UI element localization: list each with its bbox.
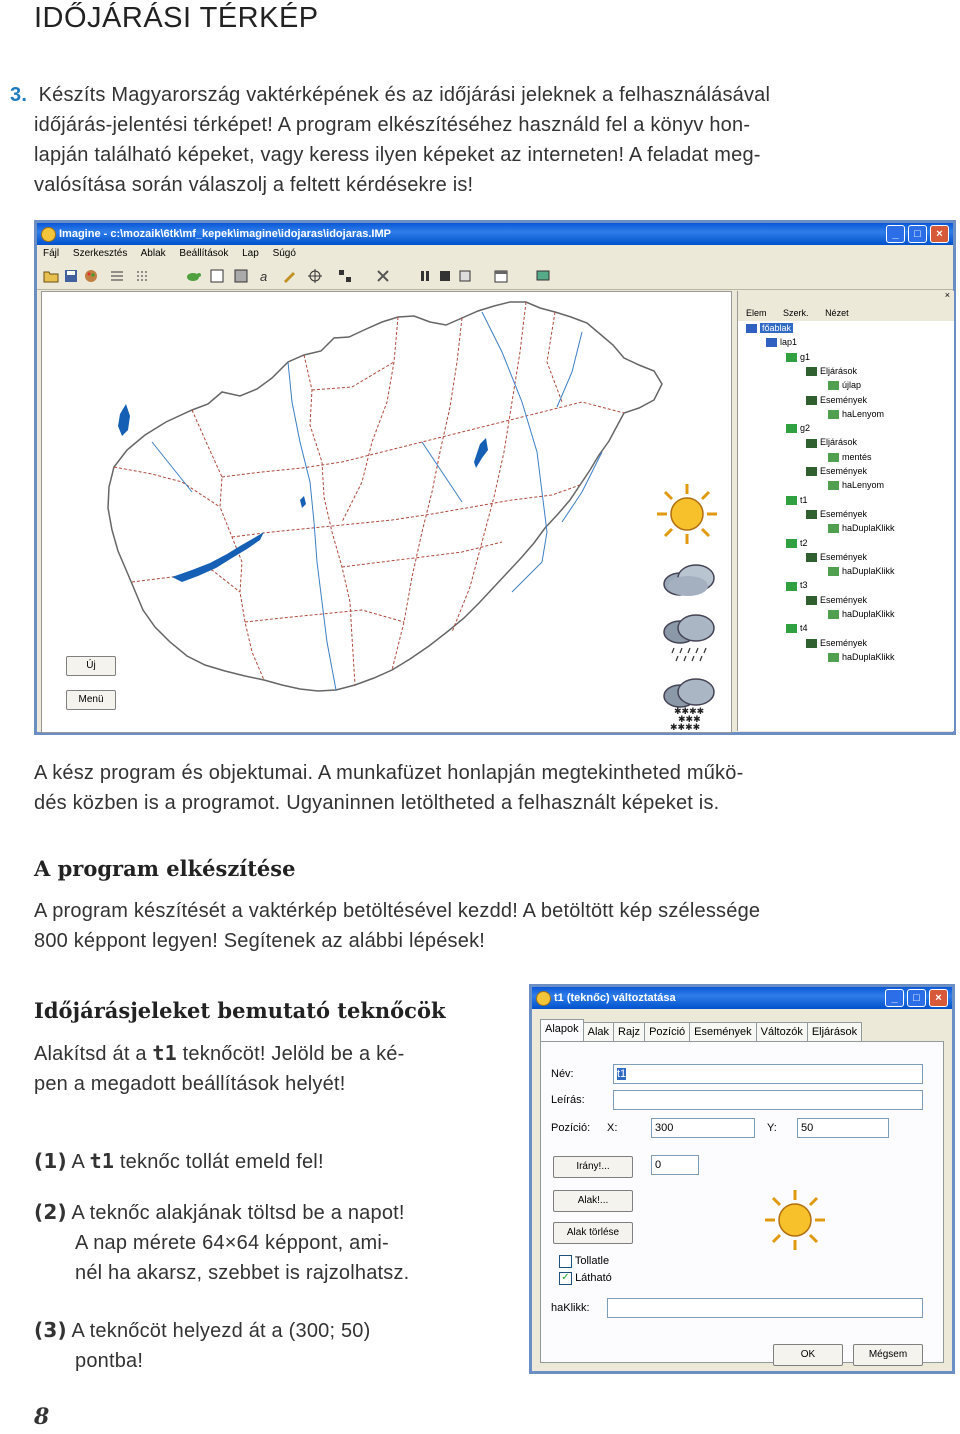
y-label: Y: — [767, 1122, 777, 1134]
delete-shape-button[interactable]: Alak törlése — [553, 1222, 633, 1244]
tree-node-icon — [806, 639, 817, 648]
svg-text:✱✱✱✱: ✱✱✱✱ — [674, 707, 705, 717]
cancel-button[interactable]: Mégsem — [853, 1344, 923, 1366]
tree-item-label: Események — [820, 466, 868, 476]
svg-text:✱✱✱: ✱✱✱ — [678, 715, 701, 725]
tree-node-icon — [828, 653, 839, 662]
tree-item[interactable] — [828, 452, 872, 462]
visible-label: Látható — [575, 1272, 612, 1284]
imagine-menubar — [37, 245, 953, 263]
snow-cloud-icon — [660, 676, 718, 732]
tree-node-icon — [828, 481, 839, 490]
double-click-label: haKlikk: — [551, 1302, 590, 1314]
pen-icon[interactable] — [281, 268, 297, 284]
x-field[interactable]: 300 — [651, 1118, 755, 1138]
tree-item[interactable] — [806, 437, 857, 447]
tree-item-label: t3 — [800, 580, 808, 591]
tree-item-label: haDuplaKlikk — [842, 566, 895, 577]
tree-item[interactable] — [806, 509, 867, 519]
tree-item[interactable] — [828, 480, 884, 490]
step-line: nél ha akarsz, szebbet is rajzolhatsz. — [75, 1262, 410, 1284]
new-button[interactable]: Új — [66, 656, 116, 676]
tree-node-icon — [806, 510, 817, 519]
tab-valtozok[interactable]: Változók — [756, 1022, 808, 1042]
paint-icon[interactable] — [83, 268, 99, 284]
task-line: valósítása során válaszolj a feltett kérdésekre is! — [34, 174, 474, 196]
panel-menubar — [738, 305, 954, 321]
grid-icon[interactable] — [109, 268, 125, 284]
tree-item-label: főablak — [762, 323, 792, 333]
network-icon[interactable] — [337, 268, 353, 284]
caption-line: A kész program és objektumai. A munkafüzet honlapján megtekintheted műkö- — [34, 762, 744, 784]
tree-item[interactable] — [766, 337, 797, 347]
tree-item[interactable] — [806, 366, 857, 376]
section-title: A program elkészítése — [34, 856, 296, 881]
ok-button[interactable]: OK — [773, 1344, 843, 1366]
tree-item[interactable] — [746, 323, 793, 333]
checkbox-box — [559, 1255, 572, 1268]
tree-item[interactable] — [786, 423, 810, 433]
tree-node-icon — [786, 496, 797, 505]
tree-node-icon — [786, 424, 797, 433]
tree-node-icon — [828, 410, 839, 419]
tree-item-label: Események — [820, 394, 868, 405]
svg-text:a: a — [260, 269, 268, 284]
text-fragment: teknőcöt! Jelöld be a ké- — [176, 1043, 405, 1065]
position-label: Pozíció: — [551, 1122, 591, 1134]
maximize-button[interactable]: □ — [908, 225, 927, 243]
text-fragment: A — [71, 1151, 90, 1173]
caption-line: dés közben is a programot. Ugyaninnen letöltheted a felhasznált képeket is. — [34, 792, 720, 814]
panel-menu-item[interactable]: Nézet — [825, 308, 849, 318]
grey-box-icon[interactable] — [233, 268, 249, 284]
step-3 — [34, 1315, 504, 1376]
tree-node-icon — [828, 567, 839, 576]
tree-node-icon — [786, 353, 797, 362]
tab-pozicio[interactable]: Pozíció — [644, 1022, 690, 1042]
imagine-toolbar — [37, 263, 953, 290]
heading-button[interactable]: Irány!... — [553, 1156, 633, 1178]
screen-icon[interactable] — [535, 268, 551, 284]
object-panel — [737, 291, 954, 731]
turtle-dialog — [529, 984, 955, 1374]
step-line: pontba! — [75, 1350, 144, 1372]
tree-item[interactable] — [828, 523, 895, 533]
pen-up-checkbox[interactable] — [559, 1254, 609, 1268]
menu-settings[interactable]: Beállítások — [179, 248, 229, 259]
menu-page[interactable]: Lap — [242, 248, 259, 259]
tree-item[interactable] — [786, 495, 808, 505]
cloud-icon — [660, 556, 718, 600]
section-paragraph — [34, 896, 959, 956]
shape-button[interactable]: Alak!... — [553, 1190, 633, 1212]
tree-item-label: g2 — [800, 423, 811, 434]
tab-alak[interactable]: Alak — [583, 1022, 614, 1042]
name-field[interactable] — [613, 1064, 923, 1084]
step-line: A teknőcöt helyezd át a (300; 50) — [71, 1320, 371, 1342]
tree-item[interactable] — [828, 609, 895, 619]
tree-node-icon — [786, 624, 797, 633]
tree-node-icon — [786, 582, 797, 591]
tree-item-label: t2 — [800, 537, 808, 548]
panel-menu-item[interactable]: Szerk. — [783, 308, 809, 318]
tree-node-icon — [806, 396, 817, 405]
panel-menu-item[interactable]: Elem — [746, 308, 767, 318]
tree-item-label: haDuplaKlikk — [842, 523, 895, 534]
task-paragraph — [10, 80, 955, 200]
text-line: pen a megadott beállítások helyét! — [34, 1073, 346, 1095]
close-button[interactable]: × — [930, 225, 949, 243]
stop-icon[interactable] — [437, 268, 453, 284]
y-field[interactable]: 50 — [797, 1118, 889, 1138]
tree-item-label: haDuplaKlikk — [842, 609, 895, 619]
close-button[interactable]: × — [929, 989, 948, 1007]
save-icon[interactable] — [63, 268, 79, 284]
tree-item[interactable] — [828, 566, 895, 576]
visible-checkbox[interactable] — [559, 1271, 612, 1285]
tree-item-label: haLenyom — [842, 480, 885, 491]
tree-item-label: Eljárások — [820, 365, 858, 376]
text-tool-icon[interactable] — [257, 268, 273, 284]
tree-item-label: haDuplaKlikk — [842, 651, 895, 662]
tree-node-icon — [828, 381, 839, 390]
tree-item-label: Események — [820, 551, 868, 562]
tree-item-label: Események — [820, 508, 868, 519]
tree-node-icon — [806, 467, 817, 476]
step-line: A teknőc alakjának töltsd be a napot! — [71, 1202, 405, 1224]
step-icon[interactable] — [457, 268, 473, 284]
menu-button[interactable]: Menü — [66, 690, 116, 710]
tree-item[interactable] — [806, 466, 867, 476]
tree-item[interactable] — [828, 409, 884, 419]
step-line: A nap mérete 64×64 képpont, ami- — [75, 1232, 389, 1254]
section-line: 800 képpont legyen! Segítenek az alábbi lépések! — [34, 930, 486, 952]
dialog-app-icon — [536, 991, 551, 1006]
panel-close-icon[interactable]: × — [944, 290, 950, 300]
sun-icon — [655, 482, 719, 546]
dialog-tabs — [540, 1019, 944, 1041]
description-field[interactable] — [613, 1090, 923, 1110]
tree-node-icon — [828, 610, 839, 619]
svg-text:✱✱✱✱: ✱✱✱✱ — [670, 723, 701, 732]
task-line: időjárás-jelentési térképet! A program elkészítéséhez használd fel a könyv hon- — [34, 114, 751, 136]
subsection-paragraph — [34, 1038, 504, 1099]
panel-header — [738, 291, 954, 305]
caption — [34, 758, 959, 818]
minimize-button[interactable]: _ — [886, 225, 905, 243]
maximize-button[interactable]: □ — [907, 989, 926, 1007]
tab-alapok[interactable]: Alapok — [540, 1019, 584, 1042]
tree-item[interactable] — [806, 595, 867, 605]
name-value: t1 — [617, 1068, 627, 1080]
text-fragment: Alakítsd át a — [34, 1043, 153, 1065]
tree-node-icon — [806, 596, 817, 605]
tree-item[interactable] — [806, 552, 867, 562]
tab-rajz[interactable]: Rajz — [613, 1022, 645, 1042]
task-line: Készíts Magyarország vaktérképének és az időjárási jeleknek a felhasználásával — [38, 84, 771, 106]
open-folder-icon[interactable] — [43, 268, 59, 284]
hungary-map — [42, 292, 731, 732]
tree-item[interactable] — [806, 638, 867, 648]
turtle-icon[interactable] — [185, 268, 201, 284]
dialog-titlebar — [532, 987, 952, 1009]
crosshair-icon[interactable] — [307, 268, 323, 284]
tree-item-label: haLenyom — [842, 408, 885, 419]
tree-node-icon — [806, 553, 817, 562]
description-label: Leírás: — [551, 1094, 585, 1106]
tree-node-icon — [828, 453, 839, 462]
tree-item[interactable] — [786, 623, 808, 633]
tree-item-label: g1 — [800, 351, 811, 362]
tree-item-label: Eljárások — [820, 437, 858, 448]
tree-item-label: t1 — [800, 494, 808, 505]
tree-item[interactable] — [828, 652, 895, 662]
pen-up-label: Tollatle — [574, 1255, 610, 1267]
task-line: lapján található képeket, vagy keress ilyen képeket az interneten! A feladat meg- — [34, 144, 761, 166]
heading-field[interactable]: 0 — [651, 1155, 699, 1175]
tree-item[interactable] — [786, 352, 810, 362]
tab-eljarasok[interactable]: Eljárások — [807, 1022, 862, 1042]
step-1 — [34, 1146, 504, 1177]
code-t1: t1 — [152, 1041, 177, 1065]
tree-node-icon — [806, 439, 817, 448]
name-label: Név: — [551, 1068, 574, 1080]
tree-item-label: t4 — [800, 623, 808, 634]
rain-cloud-icon — [660, 610, 718, 668]
imagine-title: Imagine - c:\mozaik\6tk\mf_kepek\imagine\idojaras\idojaras.IMP — [59, 228, 391, 240]
x-label: X: — [607, 1122, 618, 1134]
tree-item[interactable] — [786, 538, 808, 548]
tree-item-label: Események — [820, 637, 868, 648]
code-t1: t1 — [89, 1149, 115, 1173]
page-title: IDŐJÁRÁSI TÉRKÉP — [34, 2, 319, 34]
object-tree — [738, 323, 954, 723]
tree-item-label: újlap — [842, 380, 862, 391]
menu-file[interactable]: Fájl — [43, 248, 60, 259]
tools-icon[interactable] — [375, 268, 391, 284]
page-number: 8 — [34, 1404, 50, 1430]
dialog-title: t1 (teknőc) változtatása — [554, 992, 676, 1004]
step-2 — [34, 1197, 504, 1288]
subsection-title: Időjárásjeleket bemutató teknőcök — [34, 998, 446, 1023]
menu-window[interactable]: Ablak — [140, 248, 166, 259]
box-icon[interactable] — [209, 268, 225, 284]
menu-edit[interactable]: Szerkesztés — [72, 248, 128, 259]
sun-icon — [763, 1188, 827, 1252]
pause-icon[interactable] — [417, 268, 433, 284]
tree-item[interactable] — [786, 580, 808, 590]
task-number: 3. — [10, 84, 28, 106]
tree-node-icon — [766, 338, 777, 347]
check-icon: ✓ — [559, 1272, 572, 1285]
tree-node-icon — [806, 367, 817, 376]
imagine-window — [34, 220, 956, 735]
tree-item-label: mentés — [842, 451, 872, 462]
step-number: (3) — [34, 1318, 67, 1342]
tree-item[interactable] — [806, 395, 867, 405]
tab-esemenyek[interactable]: Események — [689, 1022, 756, 1042]
imagine-canvas — [41, 291, 732, 733]
section-line: A program készítését a vaktérkép betöltésével kezdd! A betöltött kép szélessége — [34, 900, 761, 922]
app-icon — [41, 227, 56, 242]
tree-node-icon — [746, 324, 757, 333]
tree-item-label: Események — [820, 594, 868, 605]
minimize-button[interactable]: _ — [885, 989, 904, 1007]
tab-panel — [540, 1041, 944, 1363]
tree-item-label: lap1 — [780, 337, 798, 348]
tree-node-icon — [828, 524, 839, 533]
step-number: (1) — [34, 1149, 67, 1173]
text-fragment: teknőc tollát emeld fel! — [114, 1151, 324, 1173]
step-number: (2) — [34, 1200, 67, 1224]
tree-item[interactable] — [828, 380, 861, 390]
list-icon[interactable] — [135, 268, 151, 284]
double-click-field[interactable] — [607, 1298, 923, 1318]
tree-node-icon — [786, 539, 797, 548]
calendar-icon[interactable] — [493, 268, 509, 284]
menu-help[interactable]: Súgó — [272, 248, 296, 259]
imagine-titlebar — [37, 223, 953, 245]
